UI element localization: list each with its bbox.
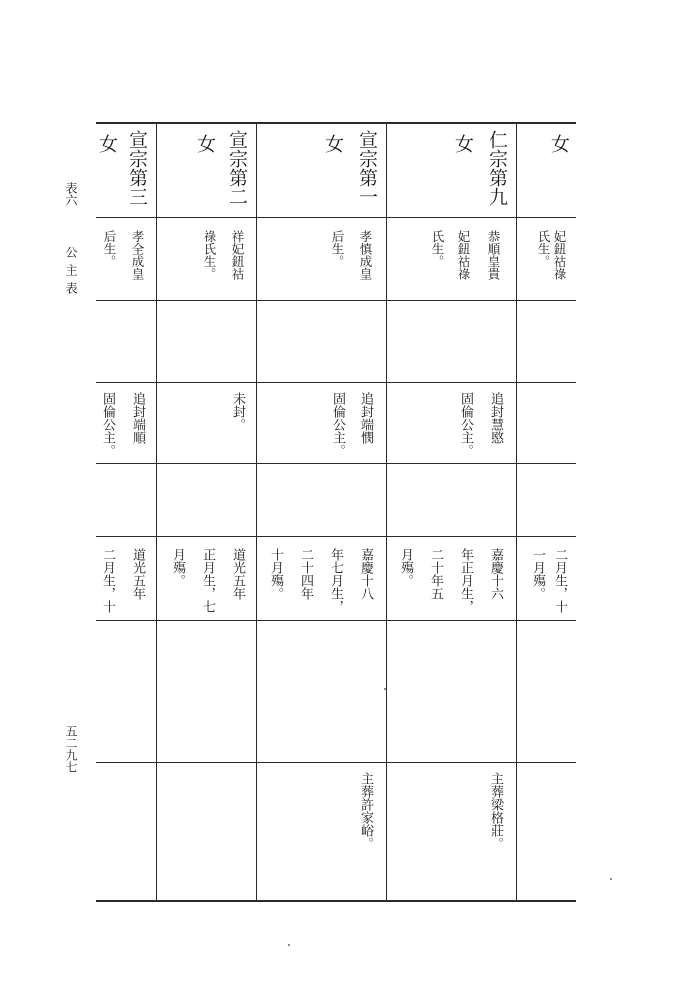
rank-label: 女	[194, 134, 216, 153]
scan-speck	[610, 878, 612, 880]
bottom-border	[96, 900, 576, 902]
rank-label: 女	[322, 134, 344, 153]
mother-line: 后生。	[102, 230, 117, 268]
title-line: 固倫公主。	[330, 392, 345, 457]
birth-line: 正月生，七	[200, 548, 215, 613]
subject-label: 公主表	[64, 246, 78, 300]
col-line-3	[386, 123, 387, 901]
burial-line: 主葬許家峪。	[358, 772, 373, 850]
row-line-blank2	[96, 536, 576, 537]
mother-line: 氏生。	[430, 230, 445, 268]
birth-line: 嘉慶十八	[358, 548, 373, 600]
rank-label: 女	[452, 134, 474, 153]
col-line-2	[256, 123, 257, 901]
birth-line: 年七月生，	[328, 548, 343, 613]
emperor-label: 宣宗第三	[126, 130, 148, 206]
row-line-mother	[96, 300, 576, 301]
birth-line: 十月殤。	[268, 548, 283, 600]
birth-line: 二十四年	[298, 548, 313, 600]
title-line: 固倫公主。	[458, 392, 473, 457]
title-line: 追封慧愍	[488, 392, 503, 444]
mother-line: 孝慎成皇	[358, 230, 373, 280]
col-line-4	[516, 123, 517, 901]
page-number: 五二九七	[64, 725, 78, 773]
title-line: 未封。	[230, 392, 245, 431]
rank-label: 女	[548, 134, 570, 153]
emperor-label: 宣宗第二	[226, 130, 248, 206]
birth-line: 年正月生，	[458, 548, 473, 613]
birth-line: 道光五年	[130, 548, 145, 600]
title-line: 固倫公主。	[100, 392, 115, 457]
mother-line: 恭順皇貴	[486, 230, 501, 280]
emperor-label: 仁宗第九	[486, 130, 508, 206]
birth-line: 月殤。	[398, 548, 413, 587]
row-line-title	[96, 463, 576, 464]
col-line-1	[156, 123, 157, 901]
row-line-blank3	[96, 762, 576, 763]
rank-label: 女	[96, 134, 118, 153]
mother-line: 孝全成皇	[130, 230, 145, 280]
mother-line: 祥妃鈕祜	[230, 230, 245, 280]
birth-line: 道光五年	[230, 548, 245, 600]
row-line-blank	[96, 382, 576, 383]
title-line: 追封端憫	[358, 392, 373, 444]
birth-line: 二月生，十	[552, 548, 567, 613]
mother-line: 妃鈕祜祿	[552, 230, 567, 280]
birth-line: 月殤。	[170, 548, 185, 587]
mother-line: 祿氏生。	[202, 230, 217, 280]
birth-line: 一月殤。	[530, 548, 545, 600]
mother-line: 妃鈕祜祿	[456, 230, 471, 280]
birth-line: 嘉慶十六	[488, 548, 503, 600]
emperor-label: 宣宗第一	[356, 130, 378, 206]
mother-line: 氏生。	[536, 230, 551, 268]
scan-speck	[288, 944, 290, 946]
row-line-header	[96, 217, 576, 218]
table-name: 表六	[64, 182, 78, 206]
row-line-birth	[96, 620, 576, 621]
burial-line: 主葬梁格莊。	[488, 772, 503, 850]
title-line: 追封端順	[130, 392, 145, 444]
top-border	[96, 122, 576, 124]
mother-line: 后生。	[330, 230, 345, 268]
birth-line: 二十年五	[428, 548, 443, 600]
birth-line: 二月生，十	[100, 548, 115, 613]
scan-speck	[384, 688, 386, 690]
